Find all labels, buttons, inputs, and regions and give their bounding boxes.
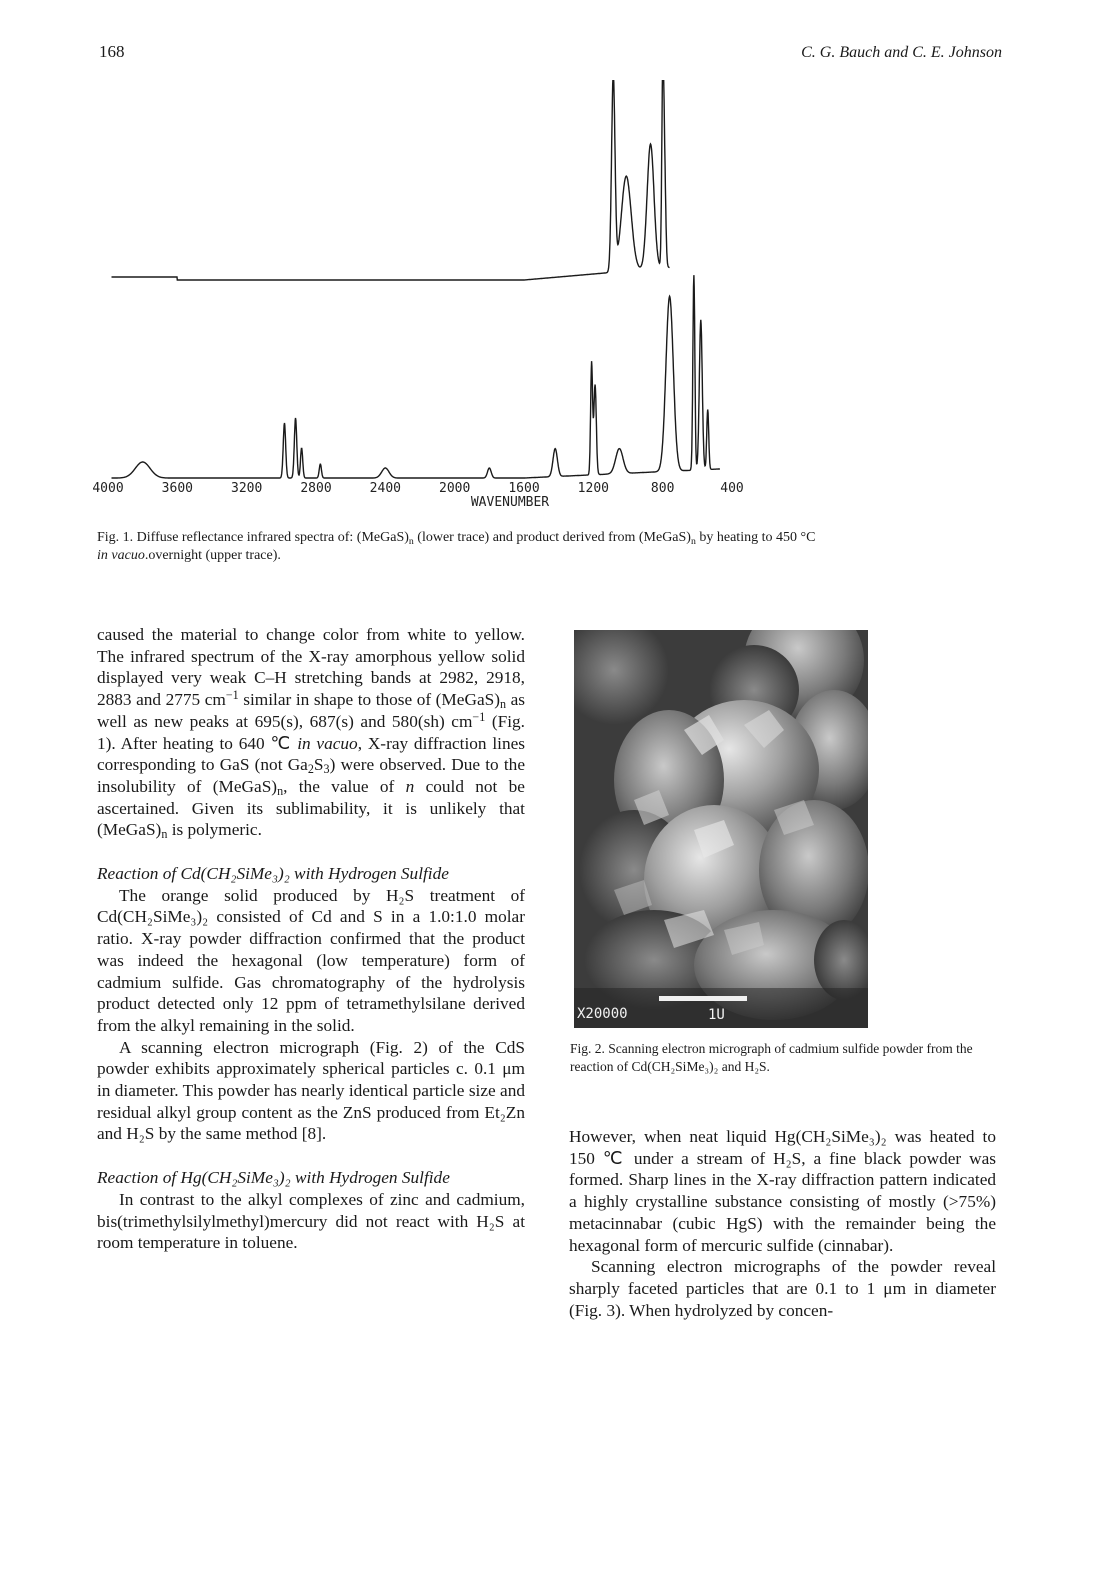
figure-2-micrograph (574, 630, 868, 1028)
x-tick-label: 1600 (508, 481, 540, 496)
section-heading: Reaction of Cd(CH₂SiMe₃)₂ with Hydrogen Sulfide (97, 864, 449, 884)
page-number: 168 (99, 42, 125, 61)
scale-magnification: X20000 (577, 1006, 628, 1022)
paragraph: In contrast to the alkyl complexes of zinc and cadmium, bis(trimethylsilylmethyl)mercury did not react with H₂S at room temperature in toluene. (97, 1189, 525, 1253)
x-tick-label: 3600 (161, 481, 193, 496)
figure-1-caption: Fig. 1. Diffuse reflectance infrared spectra of: $(MeGaS)_n$ (lower trace) and product derived from $(MeGaS)_n$ by heating to 450 °C in vacuo.overnight (upper trace). (97, 530, 816, 563)
right-column (569, 1126, 996, 1321)
paragraph: Scanning electron micrographs of the powder reveal sharply faceted particles that are 0.1 to 1 μm in diameter (Fig. 3). When hydrolyzed by concen- (569, 1257, 996, 1320)
x-tick-label: 3200 (231, 481, 263, 496)
x-tick-label: 2000 (439, 481, 471, 496)
running-head: C. G. Bauch and C. E. Johnson (801, 44, 1002, 61)
x-tick-label: 2800 (300, 481, 332, 496)
paragraph: A scanning electron micrograph (Fig. 2) of the CdS powder exhibits approximately spherical particles c. 0.1 μm in diameter. This powder has nearly identical particle size and residual alkyl group content as the ZnS produced from Et₂Zn and H₂S by the same method [8]. (97, 1037, 525, 1144)
scale-length: 1U (708, 1007, 725, 1023)
upper-trace (112, 80, 670, 280)
figure-1-ir-spectra (90, 80, 1020, 520)
paragraph: caused the material to change color from white to yellow. The infrared spectrum of the X-ray amorphous yellow solid displayed very weak C–H stretching bands at 2982, 2918, 2883 and 2775 $cm^{-1}$ similar in shape to those of $(MeGaS)_n$ as well as new peaks at 695(s), 687(s) and 580(sh) $cm^{-1}$ (Fig. 1). After heating to 640 ℃ in vacuo, X-ray diffraction lines corresponding to GaS (not $Ga_2S_3$) were observed. Due to the insolubility of $(MeGaS)_n$, the value of n could not be ascertained. Given its sublimability, it is unlikely that $(MeGaS)_n$ is polymeric. (97, 625, 525, 842)
x-tick-label: 1200 (577, 481, 609, 496)
paragraph: However, when neat liquid Hg(CH₂SiMe₃)₂ was heated to 150 ℃ under a stream of H₂S, a fine black powder was formed. Sharp lines in the X-ray diffraction pattern indicated a highly crystalline substance consisting of mostly (>75%) metacinnabar (cubic HgS) with the remainder being the hexagonal form of mercuric sulfide (cinnabar). (569, 1127, 996, 1255)
left-column (97, 624, 525, 1254)
figure-2-caption: Fig. 2. Scanning electron micrograph of cadmium sulfide powder from the reaction of Cd(CH₂SiMe₃)₂ and H₂S. (570, 1041, 973, 1074)
lower-trace (112, 275, 720, 478)
x-tick-label: 400 (720, 481, 744, 496)
section-heading: Reaction of Hg(CH₂SiMe₃)₂ with Hydrogen Sulfide (97, 1168, 450, 1188)
x-tick-label: 2400 (369, 481, 401, 496)
x-axis-label: WAVENUMBER (470, 495, 550, 510)
x-tick-label: 4000 (92, 481, 124, 496)
paragraph: The orange solid produced by H₂S treatment of Cd(CH₂SiMe₃)₂ consisted of Cd and S in a 1.0:1.0 molar ratio. X-ray powder diffraction confirmed that the product was indeed the hexagonal (low temperature) form of cadmium sulfide. Gas chromatography of the hydrolysis product detected only 12 ppm of tetramethylsilane derived from the alkyl remaining in the solid. (97, 885, 525, 1035)
x-tick-label: 800 (650, 481, 675, 496)
